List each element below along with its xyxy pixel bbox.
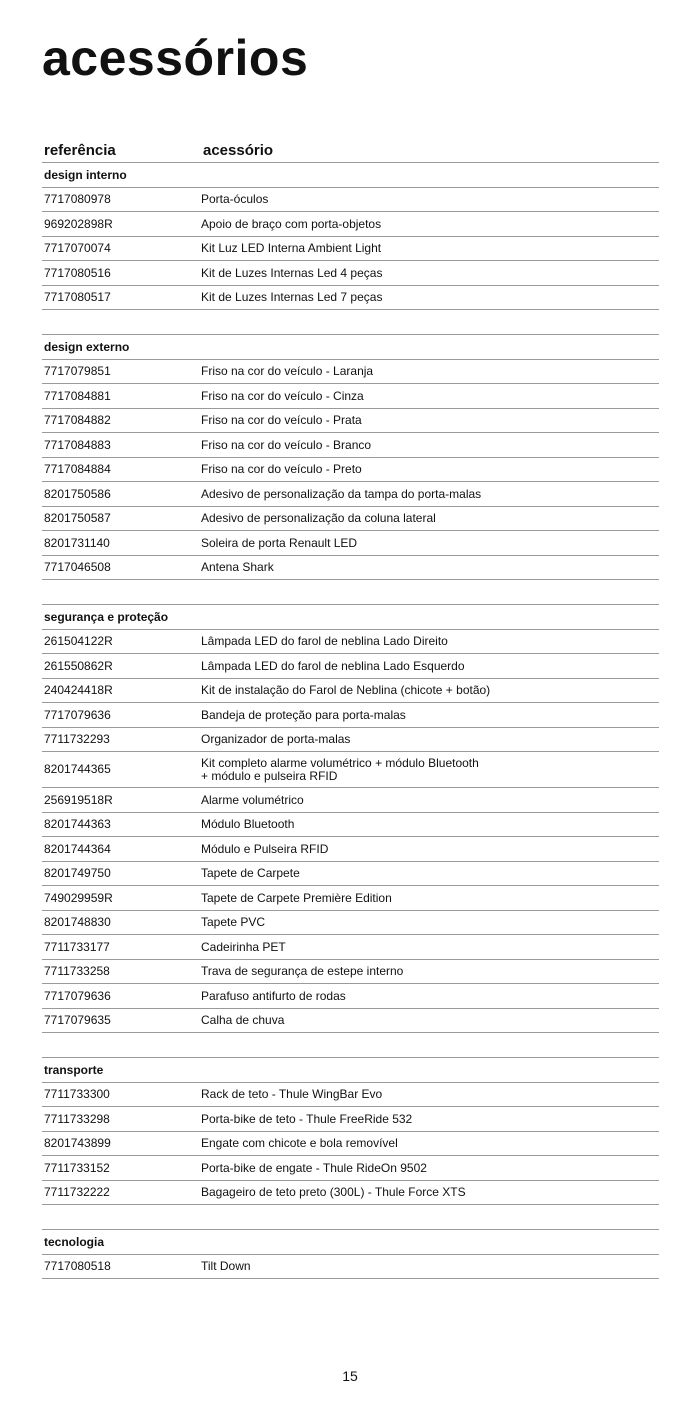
table-row — [42, 482, 659, 507]
accessory-cell: Adesivo de personalização da coluna lateral — [201, 511, 436, 526]
section-header — [42, 1058, 659, 1083]
reference-cell: 8201744364 — [44, 841, 111, 856]
reference-cell: 7717080517 — [44, 290, 111, 305]
table-row — [42, 679, 659, 704]
accessory-cell: Kit de Luzes Internas Led 7 peças — [201, 290, 383, 305]
reference-cell: 261504122R — [44, 634, 113, 649]
table-row — [42, 703, 659, 728]
reference-cell: 7711732222 — [44, 1185, 110, 1200]
accessory-cell: Friso na cor do veículo - Laranja — [201, 364, 374, 379]
table-row — [42, 960, 659, 985]
accessory-cell: Bagageiro de teto preto (300L) - Thule Force XTS — [201, 1185, 466, 1200]
table-row — [42, 911, 659, 936]
reference-cell: 7717079636 — [44, 707, 111, 722]
section-title: transporte — [44, 1062, 104, 1077]
section-header — [42, 1230, 659, 1255]
accessory-cell: Módulo e Pulseira RFID — [201, 841, 329, 856]
reference-cell: 8201750587 — [44, 511, 111, 526]
reference-cell: 8201749750 — [44, 866, 111, 881]
reference-cell: 7717080978 — [44, 192, 111, 207]
accessory-cell: Kit de Luzes Internas Led 4 peças — [201, 265, 383, 280]
accessories-table — [42, 140, 659, 1279]
section-title: segurança e proteção — [44, 609, 169, 624]
table-row — [42, 507, 659, 532]
reference-cell: 7717084881 — [44, 388, 111, 403]
reference-cell: 7717084883 — [44, 437, 111, 452]
accessory-cell: Tilt Down — [201, 1259, 251, 1274]
accessory-cell: Cadeirinha PET — [201, 939, 286, 954]
accessory-cell: Porta-bike de teto - Thule FreeRide 532 — [201, 1111, 413, 1126]
accessory-cell: Soleira de porta Renault LED — [201, 535, 358, 550]
accessory-cell: Alarme volumétrico — [201, 792, 304, 807]
table-row — [42, 1181, 659, 1206]
reference-cell: 7711733300 — [44, 1087, 110, 1102]
accessory-cell: Adesivo de personalização da tampa do porta-malas — [201, 486, 482, 501]
table-row — [42, 837, 659, 862]
accessory-cell: Friso na cor do veículo - Branco — [201, 437, 372, 452]
reference-cell: 7717079636 — [44, 988, 111, 1003]
accessory-cell: Friso na cor do veículo - Preto — [201, 462, 362, 477]
table-row — [42, 433, 659, 458]
column-header-accessory: acessório — [203, 142, 274, 159]
reference-cell: 7711733152 — [44, 1160, 110, 1175]
accessory-cell: Engate com chicote e bola removível — [201, 1136, 398, 1151]
accessory-cell: Porta-bike de engate - Thule RideOn 9502 — [201, 1160, 427, 1175]
reference-cell: 240424418R — [44, 683, 113, 698]
table-body — [42, 163, 659, 1279]
accessory-cell: Tapete de Carpete — [201, 866, 300, 881]
reference-cell: 7717080518 — [44, 1259, 111, 1274]
table-row — [42, 237, 659, 262]
table-row — [42, 556, 659, 581]
reference-cell: 7711732293 — [44, 732, 110, 747]
table-row — [42, 788, 659, 813]
section-header — [42, 335, 659, 360]
section-header — [42, 163, 659, 188]
accessory-cell: Trava de segurança de estepe interno — [201, 964, 404, 979]
accessory-cell: Kit de instalação do Farol de Neblina (chicote + botão) — [201, 683, 491, 698]
section-header — [42, 605, 659, 630]
reference-cell: 256919518R — [44, 792, 113, 807]
reference-cell: 7711733258 — [44, 964, 110, 979]
accessory-cell: Apoio de braço com porta-objetos — [201, 216, 382, 231]
table-row — [42, 654, 659, 679]
table-row — [42, 1255, 659, 1280]
table-row — [42, 813, 659, 838]
reference-cell: 7717070074 — [44, 241, 111, 256]
reference-cell: 8201744363 — [44, 817, 111, 832]
table-row — [42, 935, 659, 960]
reference-cell: 7717080516 — [44, 265, 111, 280]
reference-cell: 7717079635 — [44, 1013, 111, 1028]
accessory-cell: Bandeja de proteção para porta-malas — [201, 707, 406, 722]
table-row — [42, 1156, 659, 1181]
accessory-cell: Friso na cor do veículo - Cinza — [201, 388, 364, 403]
accessory-cell: Kit completo alarme volumétrico + módulo Bluetooth + módulo e pulseira RFID — [201, 755, 479, 783]
reference-cell: 7711733298 — [44, 1111, 110, 1126]
table-row — [42, 862, 659, 887]
section-title: design interno — [44, 167, 127, 182]
accessory-cell: Organizador de porta-malas — [201, 732, 351, 747]
table-row — [42, 1132, 659, 1157]
section-spacer — [42, 310, 659, 335]
accessory-cell: Kit Luz LED Interna Ambient Light — [201, 241, 382, 256]
accessory-cell: Porta-óculos — [201, 192, 269, 207]
section-spacer — [42, 1205, 659, 1230]
table-row — [42, 212, 659, 237]
reference-cell: 7717046508 — [44, 560, 111, 575]
accessory-cell: Calha de chuva — [201, 1013, 285, 1028]
reference-cell: 969202898R — [44, 216, 113, 231]
accessory-cell: Friso na cor do veículo - Prata — [201, 413, 362, 428]
page-number: 15 — [342, 1368, 358, 1384]
accessory-cell: Tapete PVC — [201, 915, 266, 930]
section-title: tecnologia — [44, 1234, 105, 1249]
reference-cell: 7717079851 — [44, 364, 111, 379]
table-row — [42, 728, 659, 753]
reference-cell: 749029959R — [44, 890, 113, 905]
accessory-cell: Parafuso antifurto de rodas — [201, 988, 346, 1003]
reference-cell: 8201750586 — [44, 486, 111, 501]
reference-cell: 7711733177 — [44, 939, 110, 954]
accessory-cell: Lâmpada LED do farol de neblina Lado Esquerdo — [201, 658, 465, 673]
section-title: design externo — [44, 339, 130, 354]
table-row — [42, 286, 659, 311]
table-row — [42, 360, 659, 385]
reference-cell: 261550862R — [44, 658, 113, 673]
table-row — [42, 531, 659, 556]
table-row — [42, 886, 659, 911]
table-row — [42, 630, 659, 655]
column-header-reference: referência — [44, 142, 116, 159]
reference-cell: 7717084882 — [44, 413, 111, 428]
reference-cell: 8201748830 — [44, 915, 111, 930]
reference-cell: 7717084884 — [44, 462, 111, 477]
table-row — [42, 409, 659, 434]
reference-cell: 8201743899 — [44, 1136, 111, 1151]
table-row — [42, 261, 659, 286]
table-row — [42, 458, 659, 483]
table-row — [42, 1009, 659, 1034]
accessory-cell: Rack de teto - Thule WingBar Evo — [201, 1087, 383, 1102]
table-row — [42, 384, 659, 409]
table-row — [42, 1107, 659, 1132]
accessory-cell: Lâmpada LED do farol de neblina Lado Direito — [201, 634, 448, 649]
table-row — [42, 188, 659, 213]
reference-cell: 8201744365 — [44, 762, 111, 776]
page-title: acessórios — [42, 30, 309, 86]
section-spacer — [42, 1033, 659, 1058]
accessory-cell: Módulo Bluetooth — [201, 817, 295, 832]
reference-cell: 8201731140 — [44, 535, 110, 550]
accessory-cell: Tapete de Carpete Première Edition — [201, 890, 392, 905]
table-row — [42, 752, 659, 788]
table-header — [42, 140, 659, 163]
accessory-cell: Antena Shark — [201, 560, 274, 575]
table-row — [42, 984, 659, 1009]
section-spacer — [42, 580, 659, 605]
table-row — [42, 1083, 659, 1108]
